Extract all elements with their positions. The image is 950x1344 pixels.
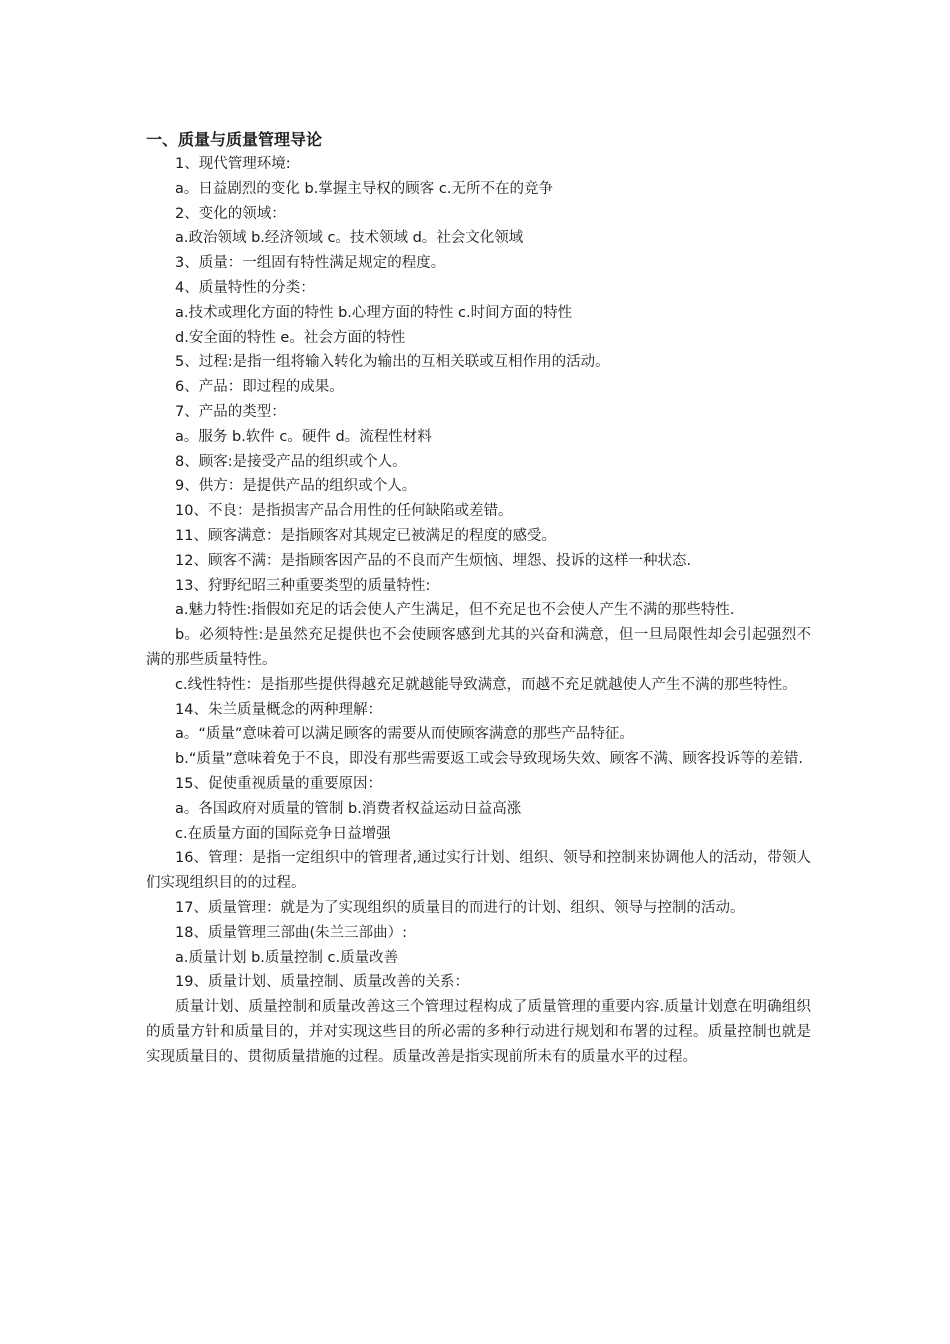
paragraph: 16、管理：是指一定组织中的管理者,通过实行计划、组织、领导和控制来协调他人的活动，带领人们实现组织目的的过程。 — [146, 850, 811, 892]
paragraph: a。日益剧烈的变化 b.掌握主导权的顾客 c.无所不在的竞争 — [175, 180, 553, 197]
paragraph: a。各国政府对质量的管制 b.消费者权益运动日益高涨 — [175, 800, 522, 817]
paragraph-list — [146, 152, 811, 1069]
paragraph: 3、质量：一组固有特性满足规定的程度。 — [175, 255, 446, 272]
paragraph: 6、产品：即过程的成果。 — [175, 379, 344, 396]
paragraph: 12、顾客不满：是指顾客因产品的不良而产生烦恼、埋怨、投诉的这样一种状态. — [175, 552, 692, 569]
paragraph: 19、质量计划、质量控制、质量改善的关系： — [175, 974, 469, 991]
paragraph: a.政治领域 b.经济领域 c。技术领域 d。社会文化领域 — [175, 230, 524, 247]
paragraph: d.安全面的特性 e。社会方面的特性 — [175, 329, 406, 346]
paragraph: 质量计划、质量控制和质量改善这三个管理过程构成了质量管理的重要内容.质量计划意在明确组织的质量方针和质量目的，并对实现这些目的所必需的多种行动进行规划和布署的过程。质量控制也就是实现质量目的、贯彻质量措施的过程。质量改善是指实现前所未有的质量水平的过程。 — [146, 999, 811, 1065]
paragraph: 7、产品的类型： — [175, 403, 286, 420]
paragraph: a.质量计划 b.质量控制 c.质量改善 — [175, 949, 399, 966]
paragraph: 14、朱兰质量概念的两种理解： — [175, 701, 382, 718]
paragraph: 2、变化的领域： — [175, 205, 286, 222]
paragraph: 9、供方：是提供产品的组织或个人。 — [175, 478, 417, 495]
paragraph: b.“质量”意味着免于不良，即没有那些需要返工或会导致现场失效、顾客不满、顾客投诉等的差错. — [175, 751, 803, 768]
paragraph: 10、不良：是指损害产品合用性的任何缺陷或差错。 — [175, 503, 513, 520]
paragraph: 1、现代管理环境: — [175, 156, 291, 172]
paragraph: a.魅力特性:指假如充足的话会使人产生满足，但不充足也不会使人产生不满的那些特性. — [175, 602, 735, 619]
paragraph: b。必须特性:是虽然充足提供也不会使顾客感到尤其的兴奋和满意，但一旦局限性却会引起强烈不满的那些质量特性。 — [146, 627, 811, 668]
document-page — [146, 127, 811, 1069]
paragraph: 13、狩野纪昭三种重要类型的质量特性: — [175, 577, 431, 594]
paragraph: 4、质量特性的分类： — [175, 279, 315, 296]
section-heading: 一、质量与质量管理导论 — [146, 130, 323, 149]
paragraph: 11、顾客满意：是指顾客对其规定已被满足的程度的感受。 — [175, 527, 556, 544]
paragraph: 17、质量管理：就是为了实现组织的质量目的而进行的计划、组织、领导与控制的活动。 — [175, 899, 745, 916]
paragraph: c.在质量方面的国际竞争日益增强 — [175, 825, 391, 842]
paragraph: 8、顾客:是接受产品的组织或个人。 — [175, 453, 407, 470]
paragraph: c.线性特性：是指那些提供得越充足就越能导致满意，而越不充足就越使人产生不满的那些特性。 — [175, 676, 797, 693]
paragraph: 15、促使重视质量的重要原因： — [175, 775, 382, 792]
paragraph: a.技术或理化方面的特性 b.心理方面的特性 c.时间方面的特性 — [175, 304, 573, 321]
paragraph: 5、过程:是指一组将输入转化为输出的互相关联或互相作用的活动。 — [175, 354, 610, 371]
paragraph: 18、质量管理三部曲(朱兰三部曲）: — [175, 924, 407, 941]
paragraph: a。“质量”意味着可以满足顾客的需要从而使顾客满意的那些产品特征。 — [175, 726, 634, 743]
paragraph: a。服务 b.软件 c。硬件 d。流程性材料 — [175, 428, 432, 445]
